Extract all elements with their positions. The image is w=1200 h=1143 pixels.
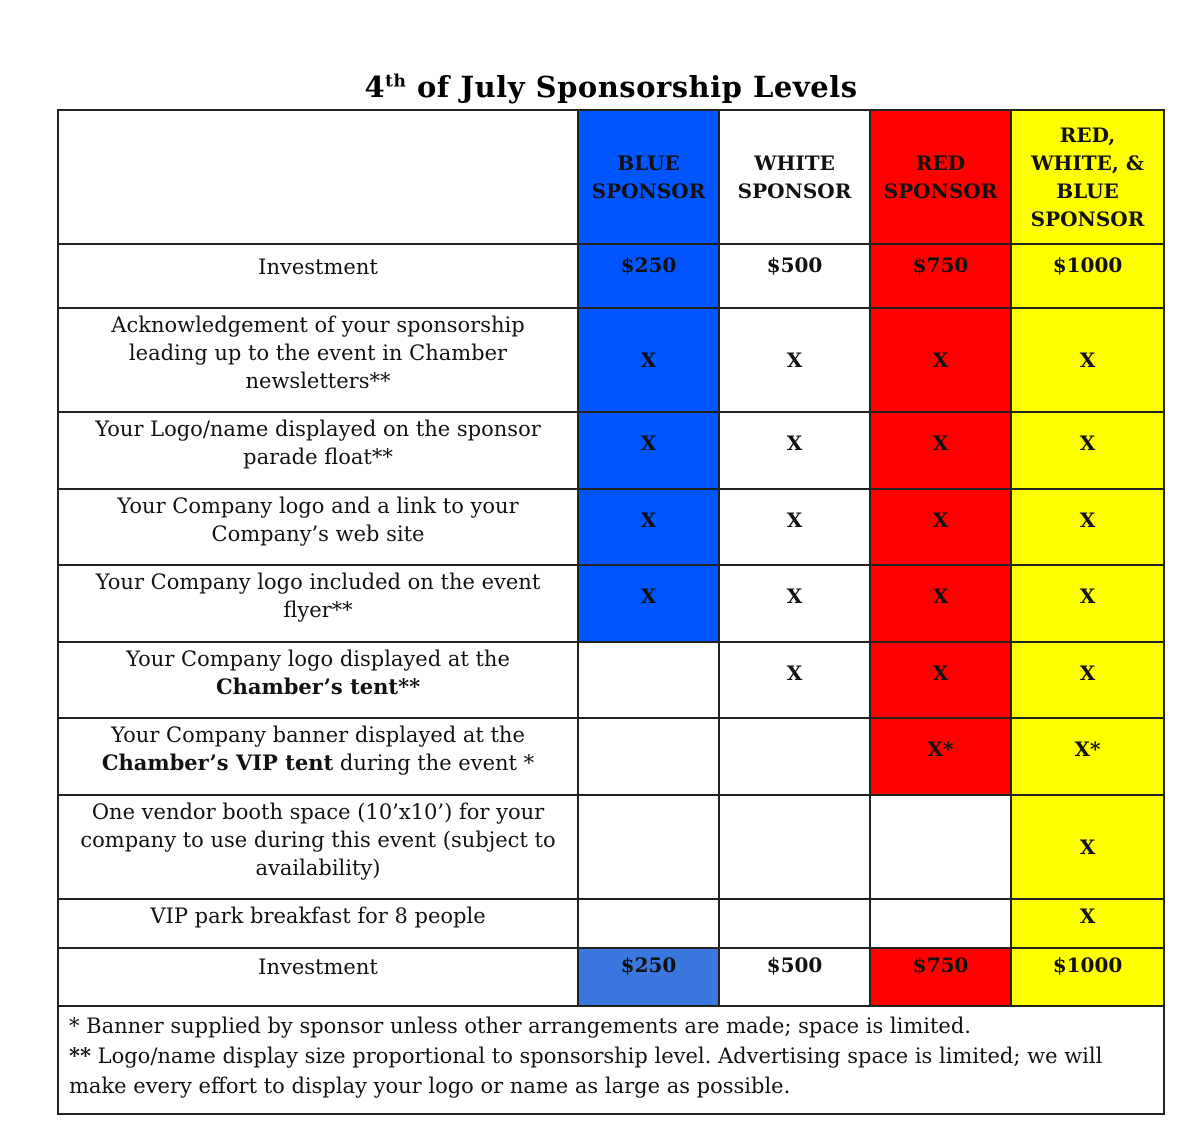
check-white bbox=[719, 795, 870, 899]
check-rwb: X bbox=[1011, 642, 1164, 718]
footnote-logo: ** Logo/name display size proportional to sponsorship level. Advertising space is limited; we will make every effort to display your logo or name as large as possible. bbox=[69, 1043, 1103, 1098]
check-white: X bbox=[719, 642, 870, 718]
check-blue bbox=[578, 718, 719, 795]
header-empty-cell bbox=[58, 110, 578, 244]
footnotes bbox=[58, 1006, 1164, 1114]
header-rwb-sponsor: RED, WHITE, & BLUE SPONSOR bbox=[1011, 110, 1164, 244]
header-white-sponsor: WHITE SPONSOR bbox=[719, 110, 870, 244]
check-red bbox=[870, 795, 1011, 899]
benefit-row bbox=[58, 412, 1164, 489]
benefit-row bbox=[58, 489, 1164, 565]
check-white: X bbox=[719, 412, 870, 489]
benefit-label: One vendor booth space (10’x10’) for your company to use during this event (subject to availability) bbox=[58, 795, 578, 899]
benefit-row bbox=[58, 899, 1164, 948]
benefit-label: Your Company logo and a link to your Company’s web site bbox=[58, 489, 578, 565]
check-white: X bbox=[719, 489, 870, 565]
check-white: X bbox=[719, 565, 870, 642]
check-red: X* bbox=[870, 718, 1011, 795]
check-red: X bbox=[870, 412, 1011, 489]
check-red: X bbox=[870, 642, 1011, 718]
benefit-row bbox=[58, 565, 1164, 642]
check-red bbox=[870, 899, 1011, 948]
investment-red: $750 bbox=[870, 244, 1011, 308]
check-rwb: X bbox=[1011, 489, 1164, 565]
benefit-row bbox=[58, 718, 1164, 795]
check-white: X bbox=[719, 308, 870, 412]
sponsorship-table bbox=[57, 109, 1165, 1115]
check-blue: X bbox=[578, 565, 719, 642]
page-title: 4th of July Sponsorship Levels bbox=[364, 70, 858, 104]
check-red: X bbox=[870, 489, 1011, 565]
investment-rwb: $1000 bbox=[1011, 244, 1164, 308]
benefit-label: Acknowledgement of your sponsorship leading up to the event in Chamber newsletters** bbox=[58, 308, 578, 412]
benefit-row bbox=[58, 795, 1164, 899]
check-rwb: X bbox=[1011, 308, 1164, 412]
check-red: X bbox=[870, 308, 1011, 412]
footnote-banner: * Banner supplied by sponsor unless other arrangements are made; space is limited. bbox=[69, 1014, 971, 1038]
investment-label: Investment bbox=[58, 948, 578, 1006]
check-white bbox=[719, 718, 870, 795]
check-white bbox=[719, 899, 870, 948]
investment-rwb: $1000 bbox=[1011, 948, 1164, 1006]
check-red: X bbox=[870, 565, 1011, 642]
benefit-label: VIP park breakfast for 8 people bbox=[58, 899, 578, 948]
benefit-row bbox=[58, 642, 1164, 718]
footnote-row bbox=[58, 1006, 1164, 1114]
header-blue-sponsor: BLUE SPONSOR bbox=[578, 110, 719, 244]
investment-row-top bbox=[58, 244, 1164, 308]
check-blue: X bbox=[578, 489, 719, 565]
investment-white: $500 bbox=[719, 244, 870, 308]
benefit-row bbox=[58, 308, 1164, 412]
investment-blue: $250 bbox=[578, 948, 719, 1006]
investment-label: Investment bbox=[58, 244, 578, 308]
benefit-label: Your Logo/name displayed on the sponsor parade float** bbox=[58, 412, 578, 489]
benefit-label: Your Company logo displayed at the Chamber’s tent** bbox=[58, 642, 578, 718]
benefit-label: Your Company banner displayed at the Chamber’s VIP tent during the event * bbox=[58, 718, 578, 795]
investment-red: $750 bbox=[870, 948, 1011, 1006]
check-blue bbox=[578, 795, 719, 899]
investment-white: $500 bbox=[719, 948, 870, 1006]
check-rwb: X* bbox=[1011, 718, 1164, 795]
benefit-label: Your Company logo included on the event flyer** bbox=[58, 565, 578, 642]
check-rwb: X bbox=[1011, 412, 1164, 489]
check-rwb: X bbox=[1011, 899, 1164, 948]
check-rwb: X bbox=[1011, 795, 1164, 899]
investment-row-bottom bbox=[58, 948, 1164, 1006]
check-rwb: X bbox=[1011, 565, 1164, 642]
check-blue bbox=[578, 899, 719, 948]
header-row bbox=[58, 110, 1164, 244]
check-blue bbox=[578, 642, 719, 718]
check-blue: X bbox=[578, 308, 719, 412]
header-red-sponsor: RED SPONSOR bbox=[870, 110, 1011, 244]
investment-blue: $250 bbox=[578, 244, 719, 308]
check-blue: X bbox=[578, 412, 719, 489]
